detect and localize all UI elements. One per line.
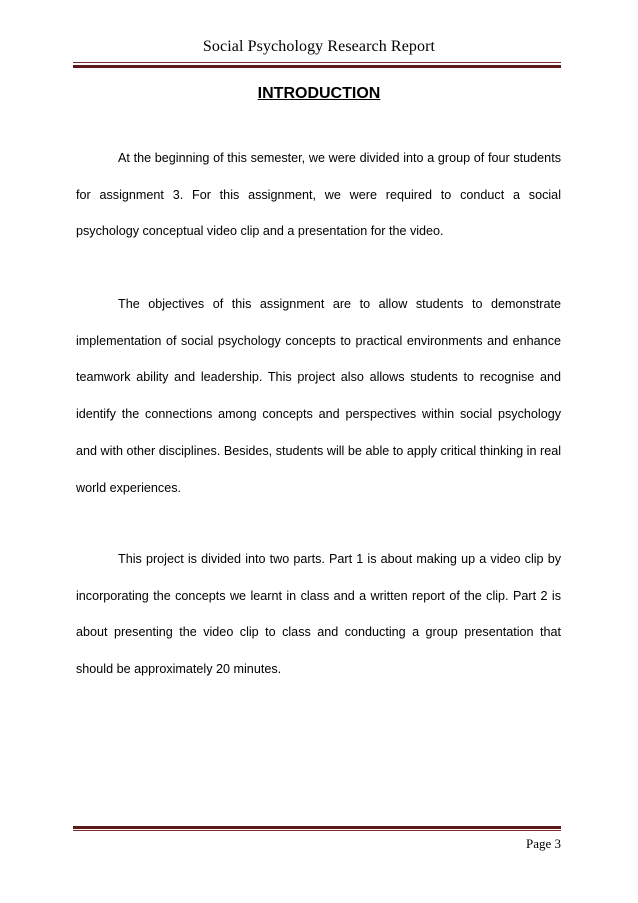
- footer-rule-thick: [73, 826, 561, 829]
- section-heading: INTRODUCTION: [257, 85, 381, 102]
- paragraph-1: At the beginning of this semester, we were divided into a group of four students for assignment 3. For this assignment, we were required to conduct a social psychology conceptual video clip and a presentation for the video.: [76, 151, 561, 239]
- header-title: Social Psychology Research Report: [202, 38, 436, 55]
- footer-rule-thin: [73, 830, 561, 831]
- header-rule-thick: [73, 65, 561, 68]
- paragraph-2: The objectives of this assignment are to allow students to demonstrate implementation of social psychology concepts to practical environments and enhance teamwork ability and leadership. This project also allows students to recognise and identify the connections among concepts and perspectives within social psychology and with other disciplines. Besides, students will be able to apply critical thinking in real world experiences.: [76, 297, 561, 495]
- header-rule-thin: [73, 62, 561, 63]
- paragraph-3: This project is divided into two parts. Part 1 is about making up a video clip by incorporating the concepts we learnt in class and a written report of the clip. Part 2 is about presenting the video clip to class and conducting a group presentation that should be approximately 20 minutes.: [76, 552, 561, 677]
- page-number: Page 3: [525, 836, 561, 851]
